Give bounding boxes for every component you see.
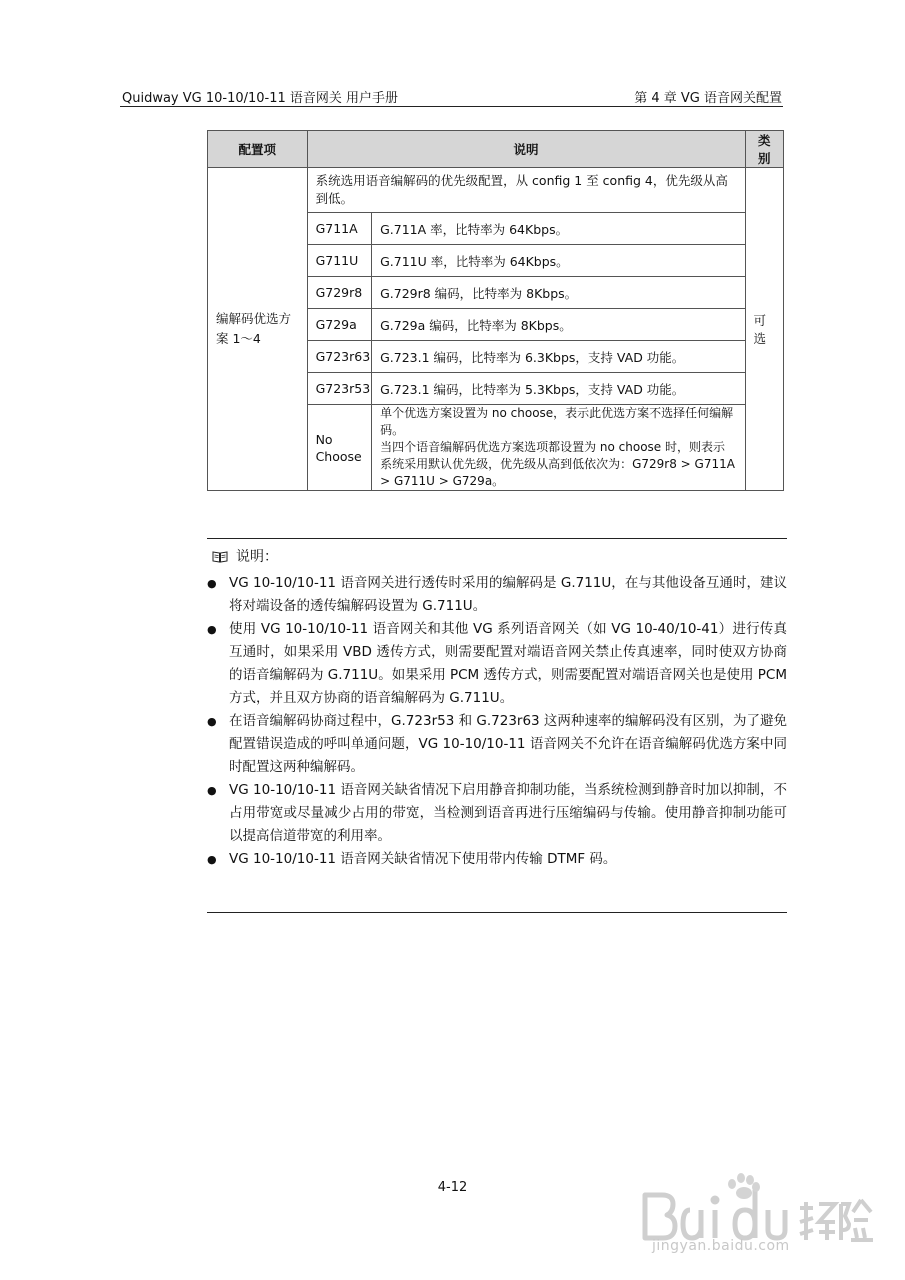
codec-name: G711U [307, 245, 372, 277]
codec-description: G.723.1 编码，比特率为 5.3Kbps，支持 VAD 功能。 [372, 373, 745, 405]
column-header-category: 类别 [745, 131, 783, 168]
codec-name: G729a [307, 309, 372, 341]
note-text: VG 10-10/10-11 语音网关缺省情况下使用带内传输 DTMF 码。 [229, 851, 617, 867]
no-choose-description-line1: 单个优选方案设置为 no choose，表示此优选方案不选择任何编解码。 [380, 406, 734, 437]
list-item [207, 710, 787, 779]
note-heading [212, 546, 278, 566]
page-number: 4-12 [437, 1180, 468, 1195]
note-text: VG 10-10/10-11 语音网关缺省情况下启用静音抑制功能，当系统检测到静音时加以抑制，不占用带宽或尽量减少占用的带宽，当检测到语音再进行压缩编码与传输。使用静音抑制功能可以提高信道带宽的利用率。 [229, 782, 787, 844]
table-row [208, 168, 784, 213]
bullet-icon: ● [207, 853, 217, 866]
running-header-chapter: 第 4 章 VG 语音网关配置 [634, 91, 782, 106]
codec-config-table [207, 130, 784, 491]
codec-description: G.711A 率，比特率为 64Kbps。 [372, 213, 745, 245]
codec-description: G.723.1 编码，比特率为 6.3Kbps，支持 VAD 功能。 [372, 341, 745, 373]
list-item [207, 572, 787, 618]
note-top-rule [207, 538, 787, 539]
codec-description: G.711U 率，比特率为 64Kbps。 [372, 245, 745, 277]
codec-description: G.729a 编码，比特率为 8Kbps。 [372, 309, 745, 341]
no-choose-description-line2: 当四个语音编解码优选方案选项都设置为 no choose 时，则表示系统采用默认优先级，优先级从高到低依次为：G729r8 > G711A > G711U > G729a。 [380, 440, 735, 488]
note-text: VG 10-10/10-11 语音网关进行透传时采用的编解码是 G.711U，在与其他设备互通时，建议将对端设备的透传编解码设置为 G.711U。 [229, 575, 787, 614]
category-cell: 可选 [745, 168, 783, 491]
header-divider [120, 106, 783, 107]
column-header-item: 配置项 [208, 131, 308, 168]
list-item [207, 618, 787, 710]
note-text: 使用 VG 10-10/10-11 语音网关和其他 VG 系列语音网关（如 VG 10-40/10-41）进行传真互通时，如果采用 VBD 透传方式，则需要配置对端语音网关禁止传真速率，同时使双方协商的语音编解码为 G.711U。如果采用 PCM 透传方式，则需要配置对端语音网关也是使用 PCM 方式，并且双方协商的语音编解码为 G.711U。 [229, 621, 787, 706]
column-header-description: 说明 [307, 131, 745, 168]
codec-description: G.729r8 编码，比特率为 8Kbps。 [372, 277, 745, 309]
baidu-watermark-url: jingyan.baidu.com [652, 1238, 790, 1254]
book-icon [212, 550, 228, 563]
codec-name: G711A [307, 213, 372, 245]
codec-name: G723r63 [307, 341, 372, 373]
bullet-icon: ● [207, 784, 217, 797]
no-choose-description [372, 405, 745, 491]
codec-name-no-choose: No Choose [307, 405, 372, 491]
running-header-title: Quidway VG 10-10/10-11 语音网关 用户手册 [122, 91, 399, 106]
bullet-icon: ● [207, 623, 217, 636]
config-item-cell: 编解码优选方案 1～4 [208, 168, 308, 491]
note-list [207, 572, 787, 871]
note-title: 说明： [236, 549, 278, 565]
codec-name: G729r8 [307, 277, 372, 309]
note-bottom-rule [207, 912, 787, 913]
bullet-icon: ● [207, 715, 217, 728]
note-text: 在语音编解码协商过程中，G.723r53 和 G.723r63 这两种速率的编解码没有区别，为了避免配置错误造成的呼叫单通问题，VG 10-10/10-11 语音网关不允许在语音编解码优选方案中同时配置这两种编解码。 [229, 713, 787, 775]
table-header-row [208, 131, 784, 168]
bullet-icon: ● [207, 577, 217, 590]
list-item [207, 779, 787, 848]
intro-description: 系统选用语音编解码的优先级配置，从 config 1 至 config 4，优先级从高到低。 [307, 168, 745, 213]
codec-name: G723r53 [307, 373, 372, 405]
list-item [207, 848, 787, 871]
